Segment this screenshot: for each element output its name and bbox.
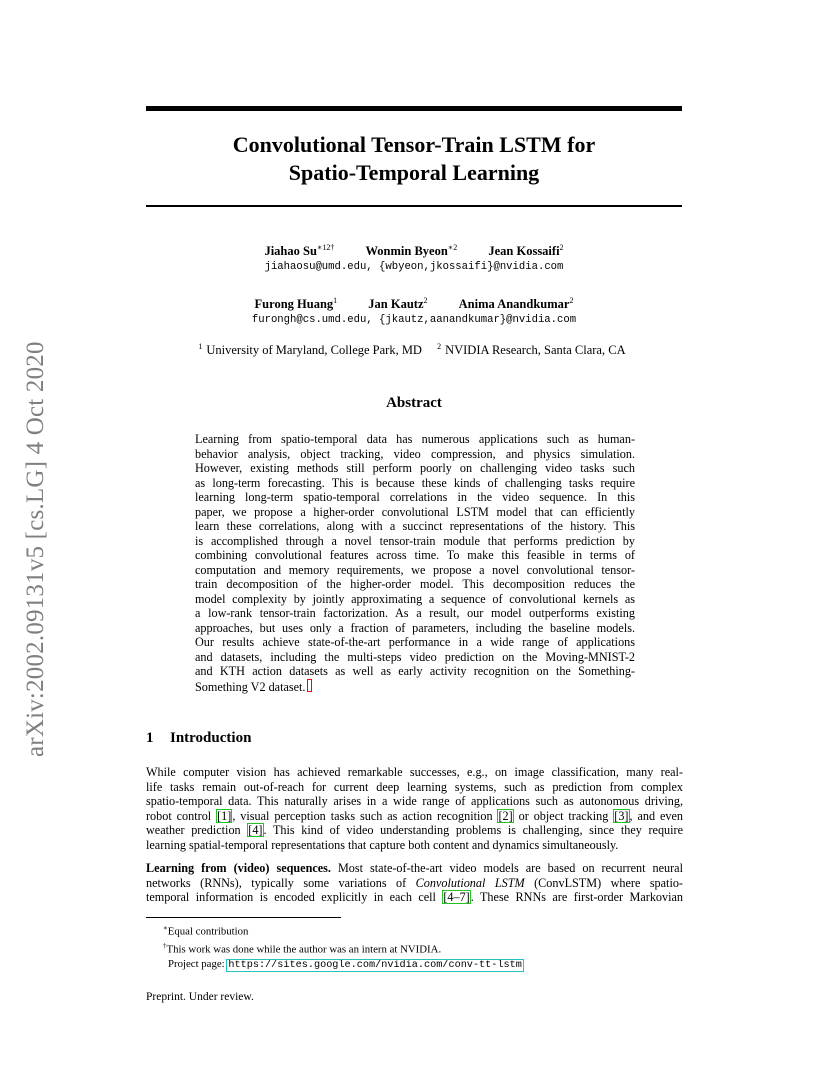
abstract-line: and datasets, including the multi-steps video prediction on the Moving-MNIST-2 <box>195 649 635 664</box>
title-top-rule <box>146 106 682 111</box>
title-line-1: Convolutional Tensor-Train LSTM for <box>232 132 596 157</box>
authors-row-2 <box>146 296 682 312</box>
abstract-line: train decomposition of the higher-order model. This decomposition reduces the <box>195 577 635 591</box>
author: Jiahao $Su^{∗12\dagger}$ <box>264 243 335 259</box>
preprint-notice: Preprint. Under review. <box>146 991 254 1003</box>
section-title: Introduction <box>170 730 252 746</box>
section-heading <box>146 730 251 747</box>
footnote: Project page: https://sites.google.com/nvidia.com/conv-tt-lstm <box>168 957 522 971</box>
abstract-line: and KTH action datasets as well as early activity recognition on the Something- <box>195 664 635 678</box>
title-line-2: Spatio-Temporal Learning <box>288 160 540 185</box>
abstract-line: learn these correlations, along with a succinct representations of the history. This <box>195 519 635 533</box>
citation-link[interactable]: [2] <box>498 808 513 823</box>
citation-link[interactable]: [4–7] <box>443 890 470 905</box>
author: Jan Kautz$^2$ <box>368 296 428 312</box>
citation-link[interactable]: [4] <box>248 823 263 838</box>
body-line: weather prediction [4]. This kind of video understanding problems is challenging, since they require <box>146 823 683 838</box>
citation-link[interactable]: [1] <box>217 808 232 823</box>
emails-row-1: jiahaosu@umd.edu, {wbyeon,jkossaifi}@nvidia.com <box>264 261 564 273</box>
intro-paragraph-1 <box>146 765 683 853</box>
authors-row-1 <box>146 243 682 259</box>
abstract-line: combining convolutional features across time. To make this feasible in terms of <box>195 548 635 562</box>
abstract-body <box>195 432 635 694</box>
citation-link[interactable]: [3] <box>614 808 629 823</box>
body-line: life tasks remain out-of-reach for current deep learning systems, such as prediction from complex <box>146 779 683 794</box>
abstract-line: a low-rank tensor-train factorization. As a result, our model outperforms existing <box>195 606 635 620</box>
abstract-line: Our results achieve state-of-the-art performance in a wide range of applications <box>195 635 635 649</box>
section-number: 1 <box>146 730 154 746</box>
body-line: networks (RNNs), typically some variations of Convolutional LSTM (ConvLSTM) where spatio- <box>146 875 683 890</box>
arxiv-identifier: arXiv:2002.09131v5 [cs.LG] 4 Oct 2020 <box>22 341 49 757</box>
abstract-line: However, existing methods still perform poorly on challenging video tasks such <box>195 461 635 475</box>
abstract-line: Something V2 dataset. <box>195 679 635 695</box>
abstract-line: computation and memory requirements, we propose a novel convolutional tensor- <box>195 562 635 577</box>
abstract-line: approaches, but uses only a fraction of parameters, including the baseline models. <box>195 620 635 635</box>
affiliation: $^2$ NVIDIA Research, Santa Clara, CA <box>437 342 626 358</box>
affiliations <box>146 342 682 358</box>
author: Anima Anandkumar$^2$ <box>458 296 574 312</box>
abstract-line: model complexity by jointly approximating a sequence of convolutional kernels as <box>195 591 635 606</box>
body-line: Learning from (video) sequences. Most state-of-the-art video models are based on recurrent neural <box>146 861 683 875</box>
footnote: ∗Equal contribution <box>163 924 249 938</box>
abstract-line: behavior analysis, object tracking, video compression, and physics simulation. <box>195 446 635 461</box>
abstract-line: as long-term forecasting. This is because these kinds of challenging tasks require <box>195 475 635 490</box>
body-line: spatio-temporal data. This naturally arises in a wide range of applications such as autonomous driving, <box>146 794 683 809</box>
footnote-rule <box>146 917 341 918</box>
author: Jean Kossaifi$^2$ <box>488 243 564 259</box>
author: Furong Huang$^1$ <box>254 296 338 312</box>
paper-title <box>146 131 682 187</box>
footnote: †This work was done while the author was an intern at NVIDIA. <box>163 941 442 956</box>
abstract-line: is accomplished through a novel tensor-train module that performs prediction by <box>195 533 635 548</box>
body-line: learning spatial-temporal representations that capture both content and dynamics simultaneously. <box>146 837 619 852</box>
intro-paragraph-2 <box>146 861 683 905</box>
paragraph-heading: Learning from (video) sequences. <box>146 861 331 875</box>
abstract-line: learning long-term spatio-temporal correlations in the video sequence. In this <box>195 490 635 504</box>
emails-row-2: furongh@cs.umd.edu, {jkautz,aanandkumar}@nvidia.com <box>251 314 577 326</box>
affiliation: $^1$ University of Maryland, College Park, MD <box>198 342 422 358</box>
body-line: robot control [1], visual perception tasks such as action recognition [2] or object tracking [3], and even <box>146 808 684 823</box>
abstract-line: Learning from spatio-temporal data has numerous applications such as human- <box>195 432 635 446</box>
body-line: temporal information is encoded explicitly in each cell [4–7]. These RNNs are first-order Markovian <box>146 890 683 905</box>
body-line: While computer vision has achieved remarkable successes, e.g., on image classification, many real- <box>146 765 683 779</box>
abstract-line: paper, we propose a higher-order convolutional LSTM model that can efficiently <box>195 504 635 519</box>
abstract-heading: Abstract <box>386 395 442 411</box>
footnote-link-box[interactable] <box>307 679 312 692</box>
footnotes <box>163 921 523 973</box>
author: Wonmin Byeon$^{∗2}$ <box>365 243 458 259</box>
title-bottom-rule <box>146 205 682 207</box>
project-page-link[interactable]: https://sites.google.com/nvidia.com/conv-tt-lstm <box>228 959 522 971</box>
